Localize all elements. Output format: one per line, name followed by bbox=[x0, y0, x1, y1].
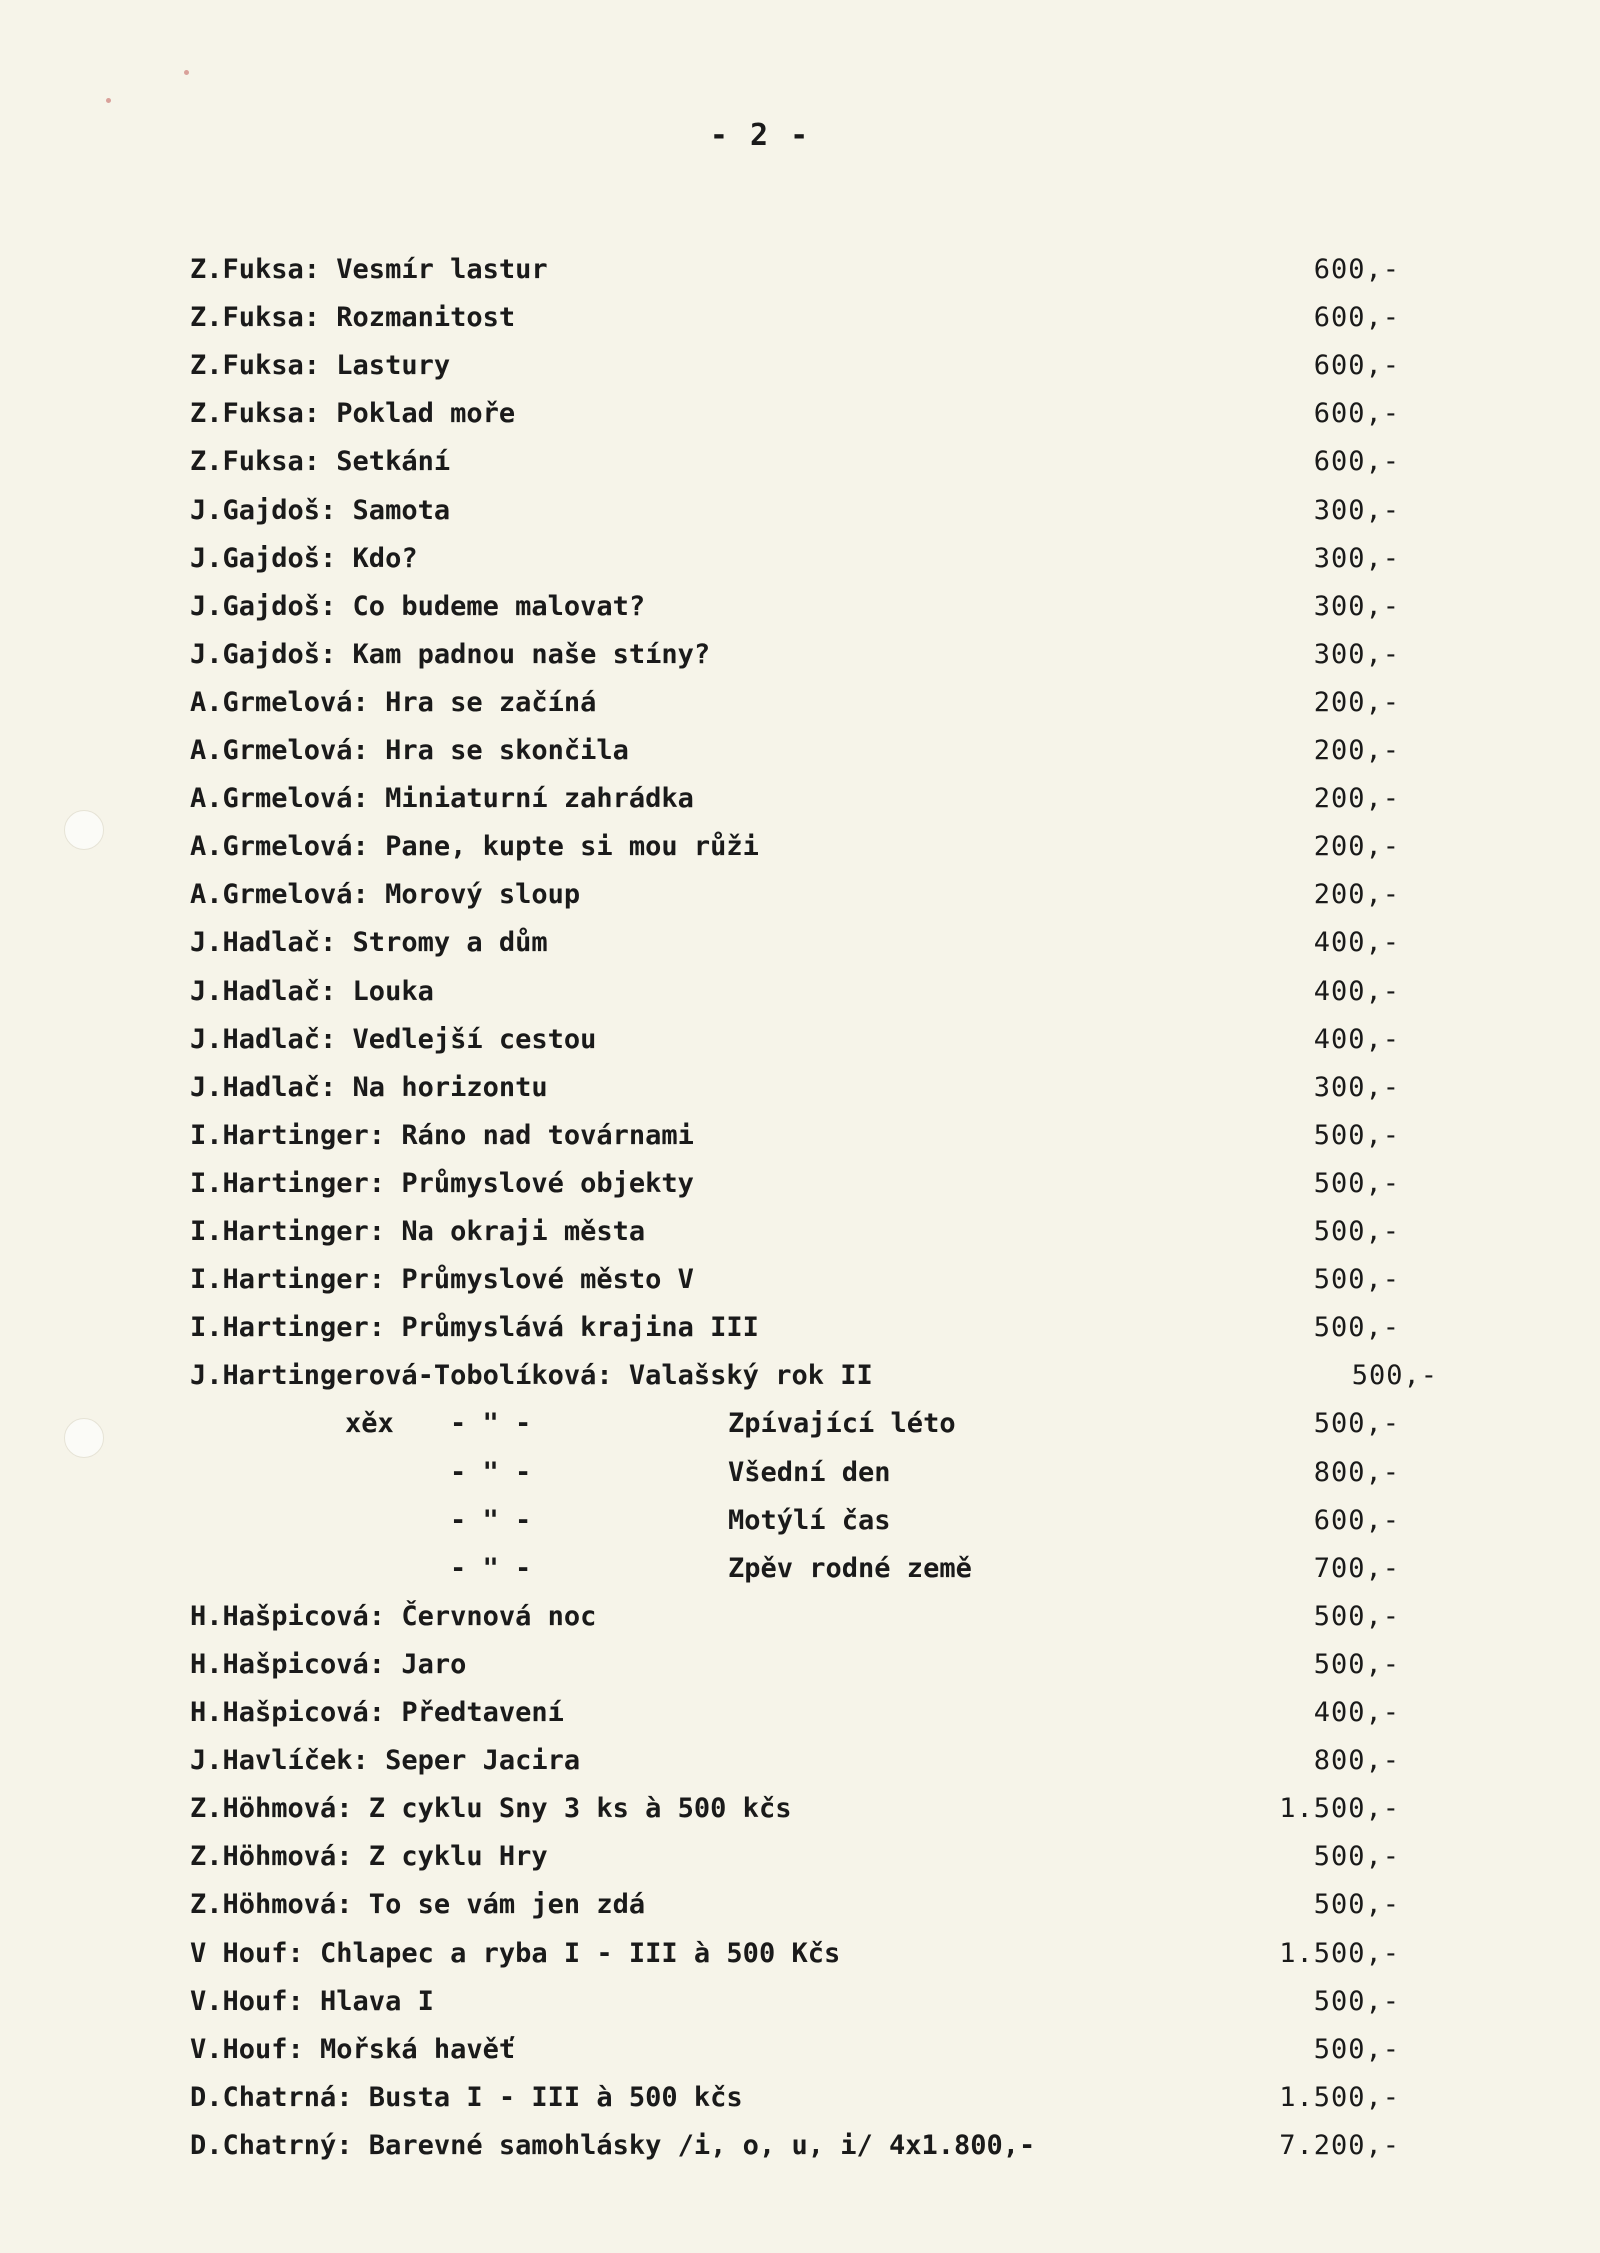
item-text: J.Hartingerová-Tobolíková: Valašský rok II bbox=[190, 1360, 873, 1391]
item-price: 300,- bbox=[1313, 1072, 1400, 1103]
list-item bbox=[0, 1212, 1600, 1252]
list-item bbox=[0, 587, 1600, 627]
item-price: 500,- bbox=[1313, 1889, 1400, 1920]
item-text: Z.Höhmová: To se vám jen zdá bbox=[190, 1889, 646, 1920]
item-price: 500,- bbox=[1313, 1408, 1400, 1439]
list-item bbox=[0, 1934, 1600, 1974]
list-item bbox=[0, 1356, 1600, 1396]
item-price: 600,- bbox=[1313, 1505, 1400, 1536]
item-text: A.Grmelová: Morový sloup bbox=[190, 879, 581, 910]
item-price: 300,- bbox=[1313, 543, 1400, 574]
item-text: J.Hadlač: Louka bbox=[190, 976, 434, 1007]
list-item bbox=[0, 972, 1600, 1012]
page-number: - 2 - bbox=[709, 118, 811, 153]
list-item bbox=[0, 1404, 1600, 1444]
item-price: 500,- bbox=[1313, 1120, 1400, 1151]
item-price: 400,- bbox=[1313, 1024, 1400, 1055]
item-text: Z.Fuksa: Rozmanitost bbox=[190, 302, 516, 333]
item-text: A.Grmelová: Hra se skončila bbox=[190, 735, 629, 766]
list-item bbox=[0, 394, 1600, 434]
list-item bbox=[0, 779, 1600, 819]
item-price: 7.200,- bbox=[1279, 2130, 1400, 2161]
item-text: V.Houf: Mořská havěť bbox=[190, 2034, 516, 2065]
item-price: 500,- bbox=[1313, 2034, 1400, 2065]
list-item bbox=[0, 539, 1600, 579]
item-price: 500,- bbox=[1351, 1360, 1438, 1391]
list-item bbox=[0, 346, 1600, 386]
item-price: 800,- bbox=[1313, 1745, 1400, 1776]
item-title: Všední den bbox=[728, 1457, 891, 1488]
item-price: 700,- bbox=[1313, 1553, 1400, 1584]
list-item bbox=[0, 875, 1600, 915]
item-text: J.Gajdoš: Samota bbox=[190, 495, 451, 526]
list-item bbox=[0, 1260, 1600, 1300]
item-text: Z.Fuksa: Poklad moře bbox=[190, 398, 516, 429]
item-price: 600,- bbox=[1313, 254, 1400, 285]
item-text: J.Gajdoš: Kam padnou naše stíny? bbox=[190, 639, 711, 670]
item-text: D.Chatrný: Barevné samohlásky /i, o, u, i/ 4x1.800,- bbox=[190, 2130, 1036, 2161]
item-price: 400,- bbox=[1313, 1697, 1400, 1728]
item-text: H.Hašpicová: Předtavení bbox=[190, 1697, 564, 1728]
list-item bbox=[0, 1837, 1600, 1877]
list-item bbox=[0, 1549, 1600, 1589]
list-item bbox=[0, 1789, 1600, 1829]
item-price: 500,- bbox=[1313, 1264, 1400, 1295]
item-price: 500,- bbox=[1313, 1216, 1400, 1247]
strikeout-marker: xěx bbox=[345, 1408, 394, 1439]
ink-smudge bbox=[106, 98, 111, 103]
item-price: 500,- bbox=[1313, 1986, 1400, 2017]
item-price: 300,- bbox=[1313, 591, 1400, 622]
list-item bbox=[0, 1693, 1600, 1733]
item-price: 500,- bbox=[1313, 1841, 1400, 1872]
list-item bbox=[0, 1164, 1600, 1204]
item-price: 600,- bbox=[1313, 350, 1400, 381]
item-text: J.Hadlač: Na horizontu bbox=[190, 1072, 548, 1103]
item-price: 600,- bbox=[1313, 398, 1400, 429]
list-item bbox=[0, 1020, 1600, 1060]
list-item bbox=[0, 1116, 1600, 1156]
ditto-mark: - " - bbox=[450, 1457, 532, 1488]
item-price: 1.500,- bbox=[1279, 2082, 1400, 2113]
item-price: 1.500,- bbox=[1279, 1793, 1400, 1824]
list-item bbox=[0, 1885, 1600, 1925]
item-text: Z.Fuksa: Vesmír lastur bbox=[190, 254, 548, 285]
item-price: 800,- bbox=[1313, 1457, 1400, 1488]
ditto-mark: - " - bbox=[450, 1553, 532, 1584]
item-text: J.Gajdoš: Kdo? bbox=[190, 543, 418, 574]
ink-smudge bbox=[184, 70, 189, 75]
list-item bbox=[0, 2030, 1600, 2070]
item-price: 400,- bbox=[1313, 927, 1400, 958]
item-text: I.Hartinger: Ráno nad továrnami bbox=[190, 1120, 694, 1151]
list-item bbox=[0, 2126, 1600, 2166]
item-text: A.Grmelová: Miniaturní zahrádka bbox=[190, 783, 694, 814]
item-title: Motýlí čas bbox=[728, 1505, 891, 1536]
list-item bbox=[0, 442, 1600, 482]
list-item bbox=[0, 1982, 1600, 2022]
list-item bbox=[0, 1308, 1600, 1348]
item-text: H.Hašpicová: Jaro bbox=[190, 1649, 467, 1680]
list-item bbox=[0, 731, 1600, 771]
item-text: I.Hartinger: Na okraji města bbox=[190, 1216, 646, 1247]
item-price: 200,- bbox=[1313, 879, 1400, 910]
item-text: A.Grmelová: Hra se začíná bbox=[190, 687, 597, 718]
ditto-mark: - " - bbox=[450, 1505, 532, 1536]
list-item bbox=[0, 2078, 1600, 2118]
item-price: 1.500,- bbox=[1279, 1938, 1400, 1969]
list-item bbox=[0, 1645, 1600, 1685]
item-text: V Houf: Chlapec a ryba I - III à 500 Kčs bbox=[190, 1938, 841, 1969]
list-item bbox=[0, 1068, 1600, 1108]
item-text: I.Hartinger: Průmyslové objekty bbox=[190, 1168, 694, 1199]
item-text: J.Havlíček: Seper Jacira bbox=[190, 1745, 581, 1776]
item-price: 200,- bbox=[1313, 831, 1400, 862]
item-text: J.Hadlač: Stromy a dům bbox=[190, 927, 548, 958]
item-price: 600,- bbox=[1313, 446, 1400, 477]
item-price: 500,- bbox=[1313, 1168, 1400, 1199]
item-text: Z.Fuksa: Setkání bbox=[190, 446, 451, 477]
list-item bbox=[0, 298, 1600, 338]
item-price: 500,- bbox=[1313, 1649, 1400, 1680]
item-price: 600,- bbox=[1313, 302, 1400, 333]
item-text: V.Houf: Hlava I bbox=[190, 1986, 434, 2017]
list-item bbox=[0, 923, 1600, 963]
list-item bbox=[0, 491, 1600, 531]
ditto-mark: - " - bbox=[450, 1408, 532, 1439]
list-item bbox=[0, 1453, 1600, 1493]
item-price: 500,- bbox=[1313, 1601, 1400, 1632]
list-item bbox=[0, 635, 1600, 675]
item-text: Z.Höhmová: Z cyklu Sny 3 ks à 500 kčs bbox=[190, 1793, 792, 1824]
item-title: Zpěv rodné země bbox=[728, 1553, 972, 1584]
item-price: 200,- bbox=[1313, 783, 1400, 814]
item-price: 500,- bbox=[1313, 1312, 1400, 1343]
item-text: H.Hašpicová: Červnová noc bbox=[190, 1601, 597, 1632]
item-price: 200,- bbox=[1313, 735, 1400, 766]
list-item bbox=[0, 1741, 1600, 1781]
list-item bbox=[0, 827, 1600, 867]
item-text: I.Hartinger: Průmyslává krajina III bbox=[190, 1312, 759, 1343]
item-text: I.Hartinger: Průmyslové město V bbox=[190, 1264, 694, 1295]
item-title: Zpívající léto bbox=[728, 1408, 956, 1439]
list-item bbox=[0, 683, 1600, 723]
item-price: 300,- bbox=[1313, 639, 1400, 670]
list-item bbox=[0, 250, 1600, 290]
item-text: A.Grmelová: Pane, kupte si mou růži bbox=[190, 831, 759, 862]
item-price: 400,- bbox=[1313, 976, 1400, 1007]
item-text: Z.Höhmová: Z cyklu Hry bbox=[190, 1841, 548, 1872]
item-text: Z.Fuksa: Lastury bbox=[190, 350, 451, 381]
item-text: J.Hadlač: Vedlejší cestou bbox=[190, 1024, 597, 1055]
list-item bbox=[0, 1597, 1600, 1637]
item-text: D.Chatrná: Busta I - III à 500 kčs bbox=[190, 2082, 743, 2113]
item-price: 200,- bbox=[1313, 687, 1400, 718]
item-price: 300,- bbox=[1313, 495, 1400, 526]
item-text: J.Gajdoš: Co budeme malovat? bbox=[190, 591, 646, 622]
list-item bbox=[0, 1501, 1600, 1541]
